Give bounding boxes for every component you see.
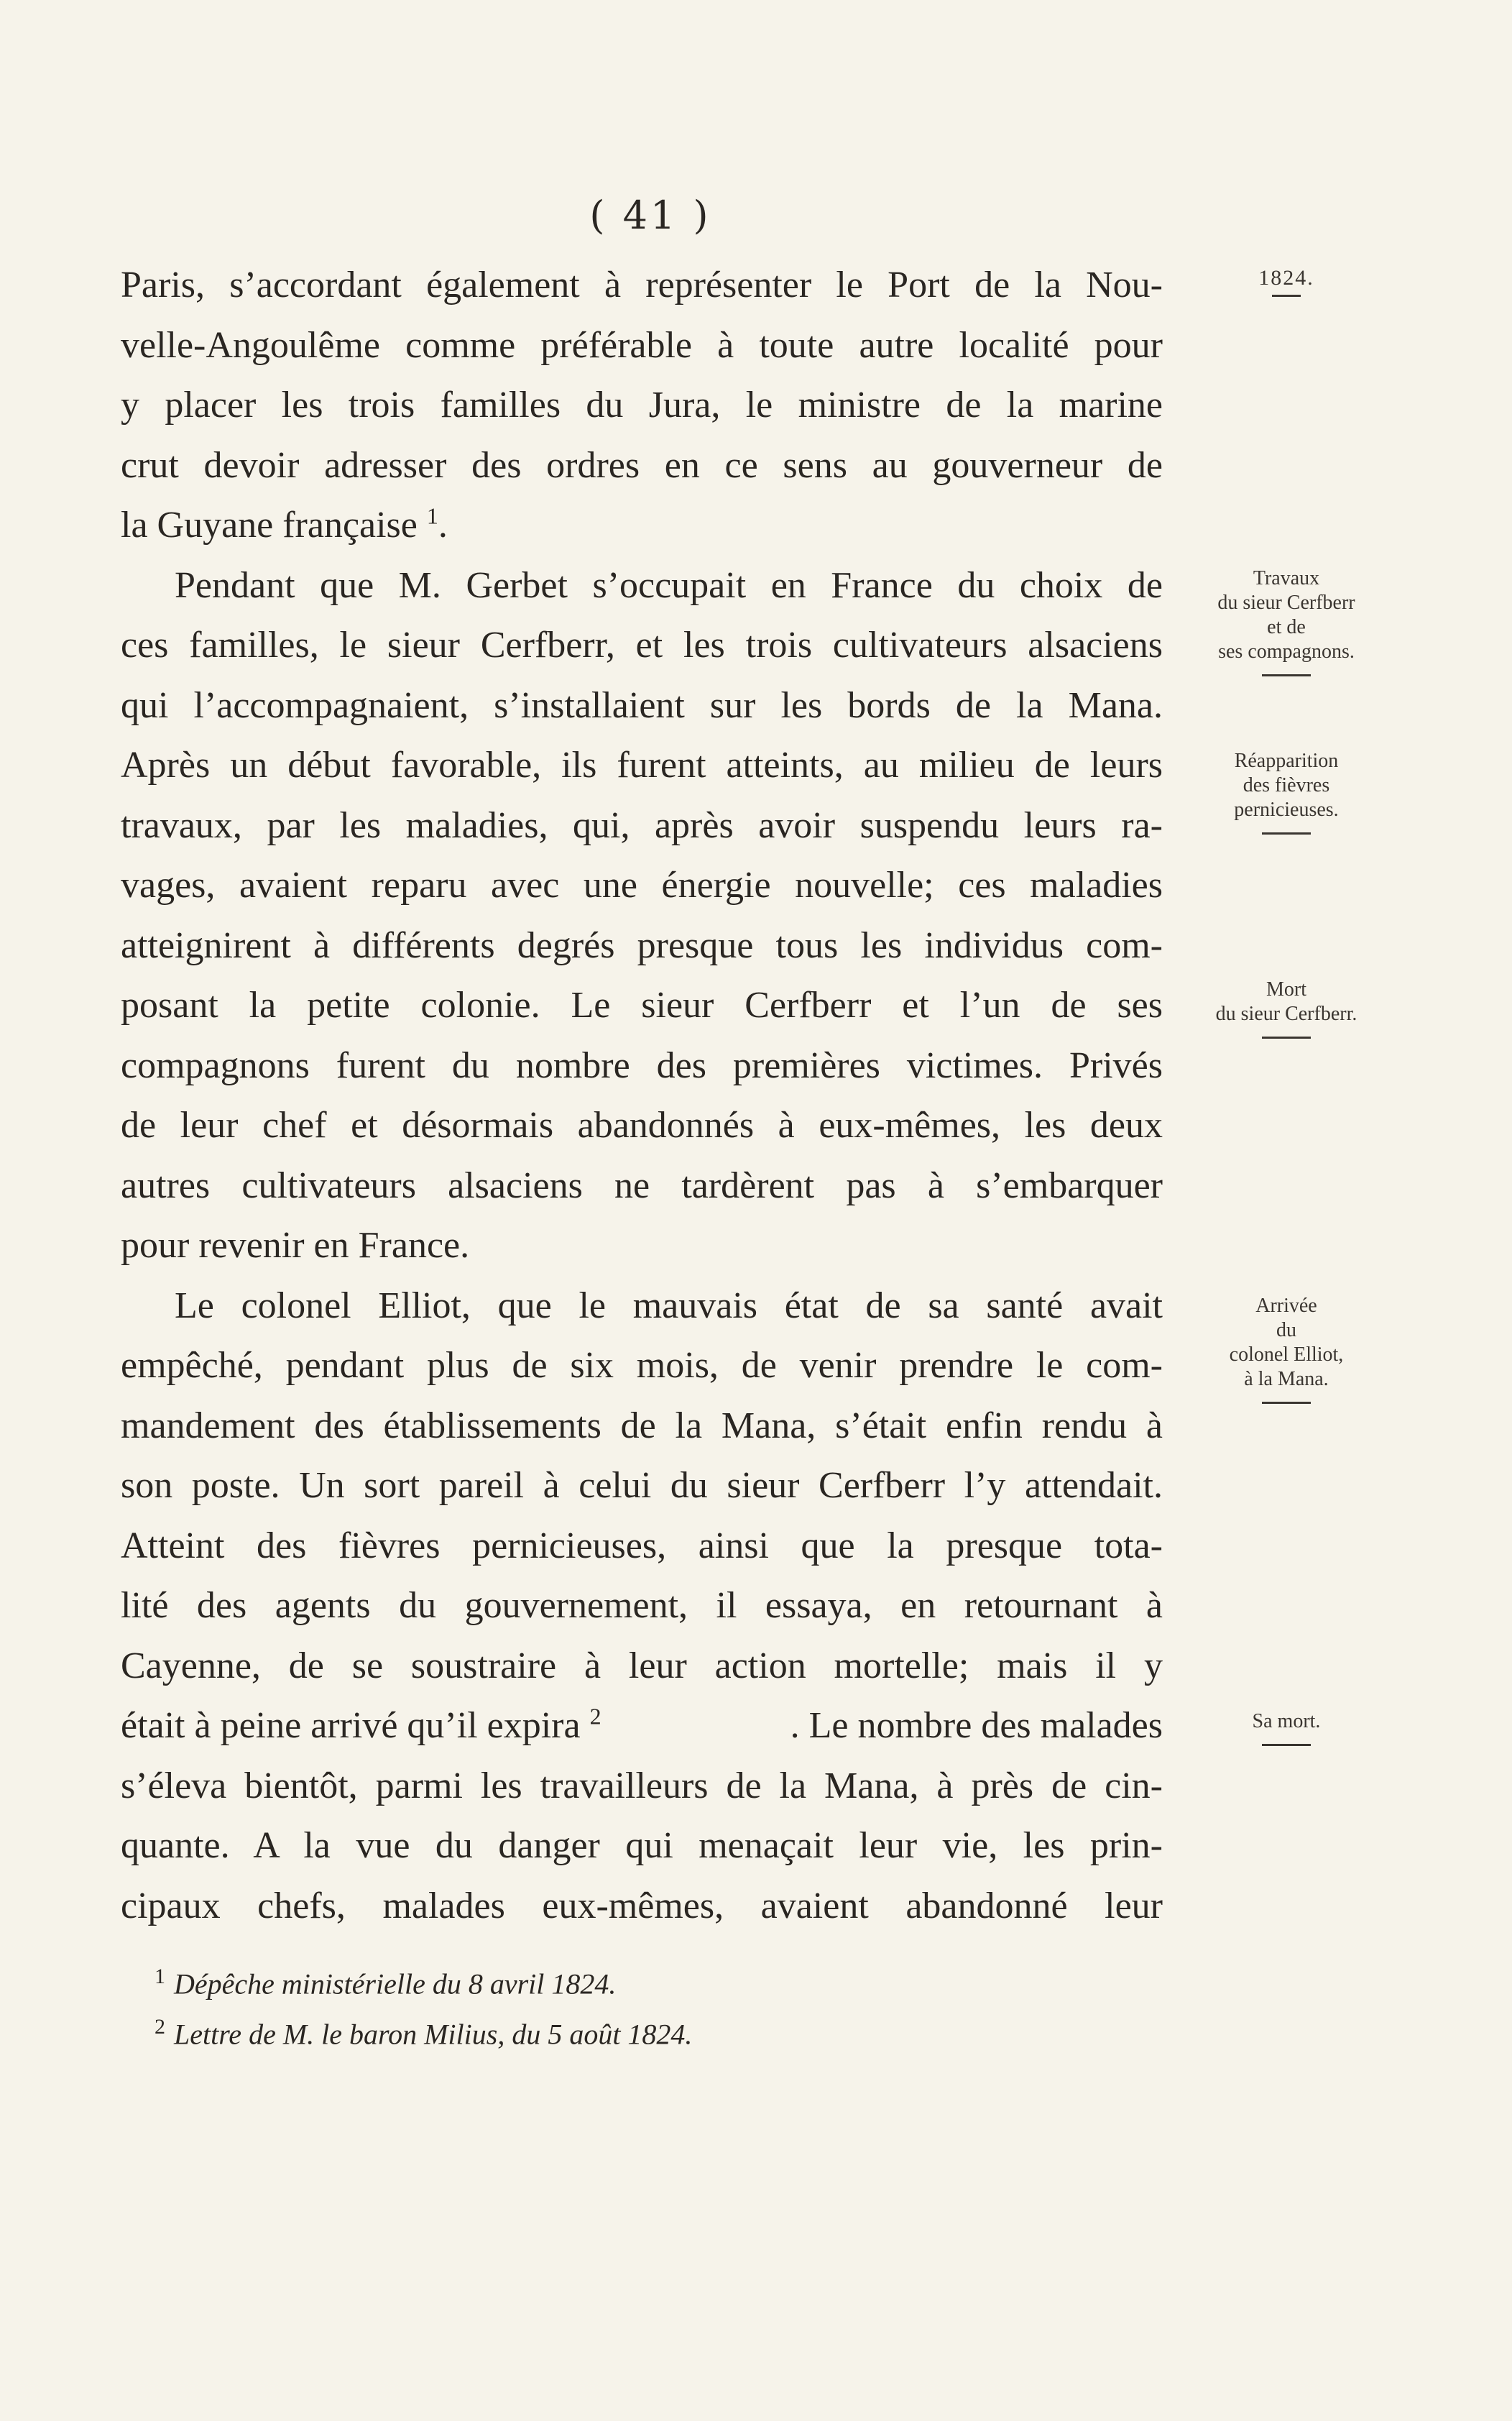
marginal-note-sa-mort <box>1179 1709 1394 1746</box>
text-line: lité des agents du gouvernement, il essaya, en retournant à <box>121 1585 1163 1626</box>
page-number: ( 41 ) <box>589 193 711 238</box>
text-fragment: la Guyane française <box>121 505 418 546</box>
text-line: Paris, s’accordant également à représenter le Port de la Nou- <box>121 265 1163 306</box>
marginal-line: des fièvres <box>1243 774 1330 796</box>
text-line <box>121 1696 1163 1756</box>
text-line: autres cultivateurs alsaciens ne tardèrent pas à s’embarquer <box>121 1164 1163 1206</box>
marginal-line: pernicieuses. <box>1234 799 1339 821</box>
footnote <box>155 1955 1161 2006</box>
marginal-rule <box>1262 674 1311 676</box>
marginal-line: Sa mort. <box>1252 1710 1321 1732</box>
footnote-text: Dépêche ministérielle du 8 avril 1824. <box>174 1967 617 2000</box>
text-line: y placer les trois familles du Jura, le ministre de la marine <box>121 385 1163 426</box>
marginal-line: du sieur Cerfberr. <box>1215 1003 1357 1025</box>
marginal-rule <box>1262 1744 1311 1746</box>
text-line: Cayenne, de se soustraire à leur action mortelle; mais il y <box>121 1645 1163 1686</box>
footnote-number: 1 <box>155 1965 165 1988</box>
text-line: Après un début favorable, ils furent atteints, au milieu de leurs <box>121 745 1163 786</box>
marginal-line: colonel Elliot, <box>1229 1343 1344 1366</box>
marginal-line: Réapparition <box>1234 750 1339 772</box>
text-line: Atteint des fièvres pernicieuses, ainsi que la presque tota- <box>121 1525 1163 1566</box>
marginal-line: à la Mana. <box>1244 1368 1329 1390</box>
marginal-note-year <box>1179 266 1394 297</box>
text-line: vages, avaient reparu avec une énergie nouvelle; ces maladies <box>121 865 1163 906</box>
marginal-line: du sieur Cerfberr <box>1217 592 1355 614</box>
marginal-rule <box>1262 1037 1311 1039</box>
marginal-line: 1824. <box>1258 266 1314 290</box>
marginal-line: Travaux <box>1253 567 1320 589</box>
marginal-rule <box>1262 832 1311 835</box>
text-line: pour revenir en France. <box>121 1225 470 1266</box>
marginal-rule <box>1272 295 1301 297</box>
footnote-number: 2 <box>155 2015 165 2039</box>
marginal-rule <box>1262 1402 1311 1404</box>
text-line: son poste. Un sort pareil à celui du sieur Cerfberr l’y attendait. <box>121 1465 1163 1506</box>
text-line: ces familles, le sieur Cerfberr, et les trois cultivateurs alsaciens <box>121 625 1163 666</box>
marginal-line: Mort <box>1266 978 1306 1001</box>
footnote-text: Lettre de M. le baron Milius, du 5 août 1824. <box>174 2018 693 2051</box>
text-line: cipaux chefs, malades eux-mêmes, avaient abandonné leur <box>121 1885 1163 1926</box>
text-fragment: . Le nombre des malades <box>790 1705 1163 1746</box>
footnote-ref: 2 <box>589 1703 601 1729</box>
text-line: de leur chef et désormais abandonnés à eux-mêmes, les deux <box>121 1105 1163 1146</box>
text-line: quante. A la vue du danger qui menaçait leur vie, les prin- <box>121 1825 1163 1866</box>
text-fragment: était à peine arrivé qu’il expira <box>121 1705 581 1746</box>
text-line: Pendant que M. Gerbet s’occupait en France du choix de <box>175 564 1163 606</box>
text-line: crut devoir adresser des ordres en ce sens au gouverneur de <box>121 444 1163 486</box>
marginal-note-arrivee <box>1179 1294 1394 1404</box>
marginal-note-fievres <box>1179 749 1394 835</box>
marginal-note-travaux <box>1179 566 1394 676</box>
text-line: velle-Angoulême comme préférable à toute autre localité pour <box>121 324 1163 366</box>
footnotes <box>155 1955 1161 2057</box>
text-line: s’éleva bientôt, parmi les travailleurs de la Mana, à près de cin- <box>121 1765 1163 1806</box>
marginal-line: Arrivée <box>1255 1295 1317 1317</box>
marginal-note-mort-cerfberr <box>1179 978 1394 1039</box>
text-line <box>121 495 1163 556</box>
text-line: travaux, par les maladies, qui, après avoir suspendu leurs ra- <box>121 804 1163 846</box>
footnote <box>155 2006 1161 2056</box>
body-text <box>121 255 1163 1936</box>
footnote-ref: 1 <box>426 502 438 529</box>
text-fragment: . <box>438 505 448 546</box>
text-line: mandement des établissements de la Mana, s’était enfin rendu à <box>121 1405 1163 1446</box>
text-fragment <box>121 1696 601 1756</box>
marginal-line: ses compagnons. <box>1218 640 1355 663</box>
text-line: qui l’accompagnaient, s’installaient sur les bords de la Mana. <box>121 684 1163 726</box>
marginal-line: du <box>1276 1319 1296 1341</box>
text-line: compagnons furent du nombre des premières victimes. Privés <box>121 1044 1163 1086</box>
text-line: Le colonel Elliot, que le mauvais état de sa santé avait <box>175 1285 1163 1326</box>
text-line: atteignirent à différents degrés presque tous les individus com- <box>121 924 1163 966</box>
text-line: empêché, pendant plus de six mois, de venir prendre le com- <box>121 1345 1163 1386</box>
marginal-line: et de <box>1267 616 1306 638</box>
text-line: posant la petite colonie. Le sieur Cerfberr et l’un de ses <box>121 985 1163 1026</box>
